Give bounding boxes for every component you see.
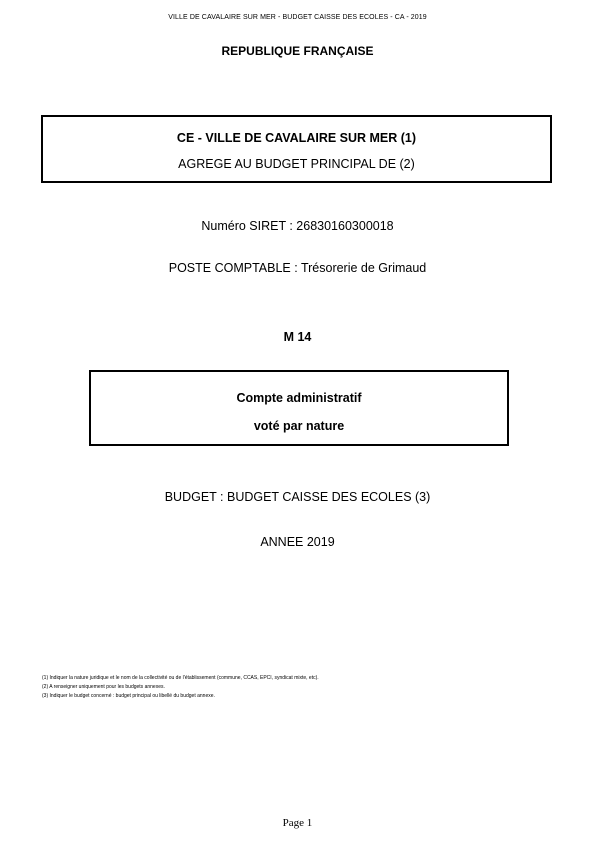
document-type-box [89,370,509,446]
republic-heading: REPUBLIQUE FRANÇAISE [221,44,374,58]
year-label: ANNEE 2019 [260,535,335,549]
page-number: Page 1 [282,817,313,829]
siret-number: Numéro SIRET : 26830160300018 [201,219,394,233]
document-subtype: voté par nature [253,419,345,433]
nomenclature: M 14 [283,330,312,344]
footnote: (1) Indiquer la nature juridique et le nom de la collectivité ou de l'établissement (commune, CCAS, EPCI, syndicat mixte, etc). [42,675,319,681]
entity-box [41,115,552,183]
running-header: VILLE DE CAVALAIRE SUR MER - BUDGET CAISSE DES ECOLES - CA - 2019 [168,14,427,21]
budget-label: BUDGET : BUDGET CAISSE DES ECOLES (3) [164,490,431,504]
entity-aggregation: AGREGE AU BUDGET PRINCIPAL DE (2) [178,157,415,171]
footnotes [42,674,319,701]
entity-name: CE - VILLE DE CAVALAIRE SUR MER (1) [176,131,417,145]
footnote: (2) A renseigner uniquement pour les budgets annexes. [42,684,165,690]
poste-comptable: POSTE COMPTABLE : Trésorerie de Grimaud [168,261,427,275]
document-type: Compte administratif [236,391,362,405]
footnote: (3) Indiquer le budget concerné : budget principal ou libellé du budget annexe. [42,693,215,699]
